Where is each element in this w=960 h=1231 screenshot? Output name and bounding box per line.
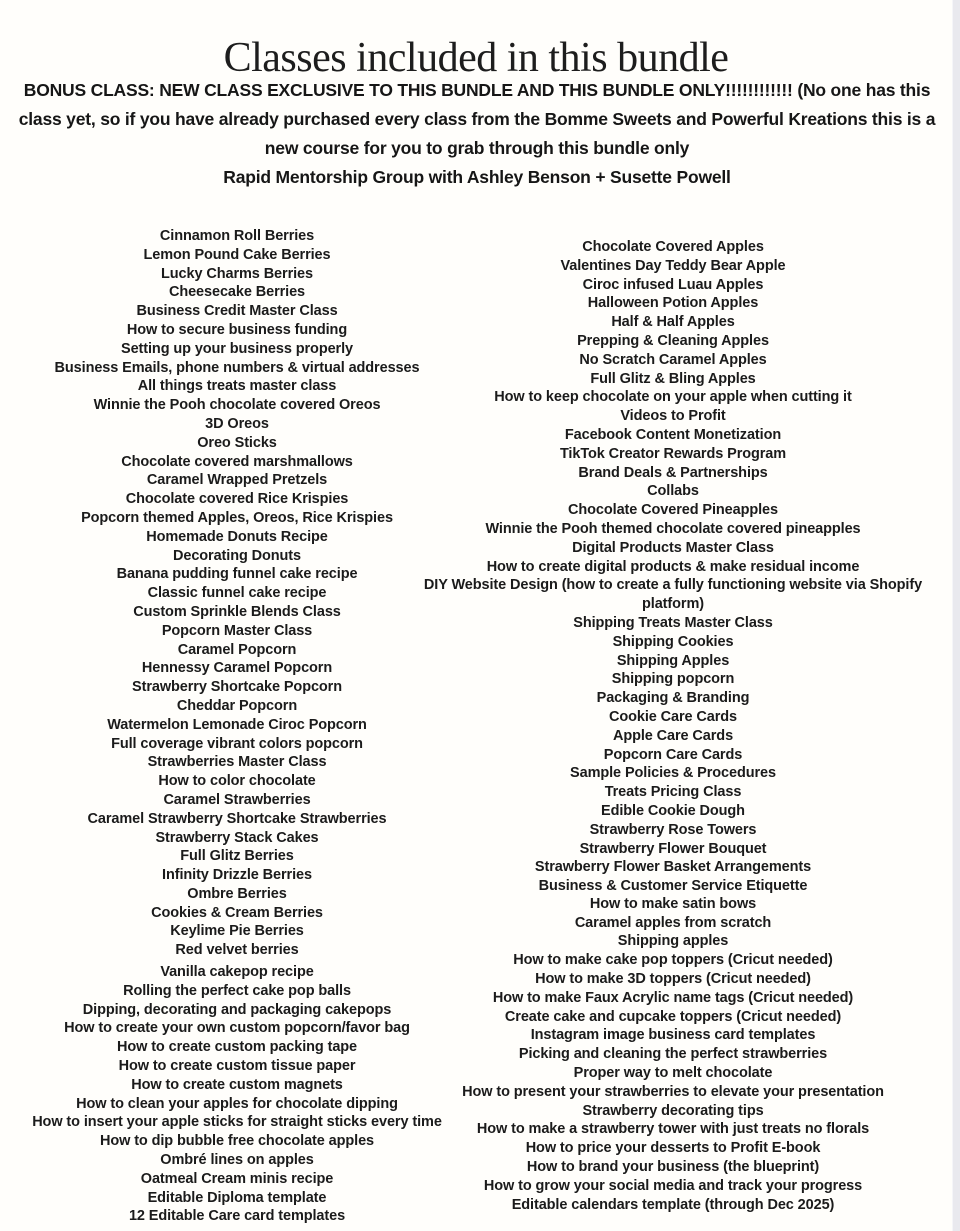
class-list-item: Oatmeal Cream minis recipe <box>140 1170 334 1187</box>
class-list-item: Strawberry Rose Towers <box>589 821 757 838</box>
class-list-item: Packaging & Branding <box>596 690 750 707</box>
class-list-item: Sample Policies & Procedures <box>570 765 776 782</box>
right-column-block-2 <box>412 895 934 1215</box>
class-list-item: Chocolate covered Rice Krispies <box>125 491 349 508</box>
class-list-item: Digital Products Master Class <box>572 539 774 556</box>
class-list-item: Treats Pricing Class <box>604 784 742 801</box>
class-list-item: Caramel apples from scratch <box>574 914 772 931</box>
class-list-item: How to make Faux Acrylic name tags (Cricut needed) <box>492 989 854 1006</box>
class-list-item: Cheddar Popcorn <box>176 697 298 714</box>
class-list-item: Editable calendars template (through Dec 2025) <box>511 1196 835 1213</box>
class-list-item: Rolling the perfect cake pop balls <box>123 982 351 999</box>
class-list-item: Winnie the Pooh themed chocolate covered pineapples <box>485 520 861 537</box>
class-list-item: How to clean your apples for chocolate dipping <box>76 1095 398 1112</box>
class-list-item: Classic funnel cake recipe <box>147 585 327 602</box>
class-list-item: How to keep chocolate on your apple when cutting it <box>494 389 852 406</box>
bonus-mentorship-line: Rapid Mentorship Group with Ashley Benson + Susette Powell <box>223 167 731 187</box>
class-list-right-column <box>412 238 934 1214</box>
class-list-item: Cinnamon Roll Berries <box>159 228 315 244</box>
class-list-item: How to insert your apple sticks for straight sticks every time <box>32 1114 442 1131</box>
class-list-item: Red velvet berries <box>175 942 299 959</box>
class-list-item: How to create your own custom popcorn/favor bag <box>64 1020 410 1037</box>
class-list-item: Caramel Wrapped Pretzels <box>146 472 328 489</box>
class-list-item: How to present your strawberries to elevate your presentation <box>462 1083 884 1100</box>
class-list-item: Business & Customer Service Etiquette <box>538 878 808 895</box>
class-list-item: Prepping & Cleaning Apples <box>577 332 769 349</box>
class-list-item: Hennessy Caramel Popcorn <box>141 660 333 677</box>
class-list-item: Cheesecake Berries <box>168 284 306 301</box>
class-list-item: Instagram image business card templates <box>530 1027 816 1044</box>
class-list-item: How to create digital products & make residual income <box>486 558 860 575</box>
class-list-item: Caramel Strawberry Shortcake Strawberries <box>87 810 387 827</box>
class-list-item: Oreo Sticks <box>197 434 277 451</box>
class-list-item: How to make 3D toppers (Cricut needed) <box>535 971 811 988</box>
class-list-item: Shipping Treats Master Class <box>573 614 773 631</box>
class-list-item: Popcorn Care Cards <box>603 746 743 763</box>
class-list-item: Custom Sprinkle Blends Class <box>133 603 341 620</box>
class-list-item: Chocolate Covered Apples <box>582 239 764 255</box>
left-column-block-2 <box>0 963 474 1226</box>
class-list-item: Watermelon Lemonade Ciroc Popcorn <box>107 716 367 733</box>
class-list-item: Valentines Day Teddy Bear Apple <box>560 257 786 274</box>
class-list-item: How to make satin bows <box>589 895 757 912</box>
class-list-item: Full Glitz & Bling Apples <box>590 370 756 387</box>
class-list-item: Videos to Profit <box>620 408 726 425</box>
class-list-item: Strawberries Master Class <box>147 754 327 771</box>
class-list-item: How to color chocolate <box>158 773 316 790</box>
class-list-item: Business Emails, phone numbers & virtual addresses <box>54 359 420 376</box>
class-list-item: Cookies & Cream Berries <box>151 904 323 921</box>
class-list-item: How to secure business funding <box>126 321 348 338</box>
class-list-item: Edible Cookie Dough <box>601 802 745 819</box>
class-list-item: Chocolate covered marshmallows <box>121 453 353 470</box>
class-list-item: How to create custom tissue paper <box>118 1058 356 1075</box>
class-list-item: TikTok Creator Rewards Program <box>559 445 787 462</box>
class-list-item: How to dip bubble free chocolate apples <box>99 1133 375 1150</box>
class-list-item: Caramel Strawberries <box>163 791 311 808</box>
class-list-item: Full coverage vibrant colors popcorn <box>111 735 363 752</box>
class-list-item: Popcorn themed Apples, Oreos, Rice Krispies <box>81 509 393 526</box>
class-list-item: Strawberry Shortcake Popcorn <box>132 679 342 696</box>
bonus-class-text: BONUS CLASS: NEW CLASS EXCLUSIVE TO THIS BUNDLE AND THIS BUNDLE ONLY!!!!!!!!!!!! (No one has this class yet, so if you have already purchased every class from the Bomme Sweets and Powerful Kreations this is a new course for you to grab through this bundle only <box>18 80 936 158</box>
class-list-item: Strawberry Flower Bouquet <box>579 840 767 857</box>
class-list-item: Setting up your business properly <box>121 340 353 357</box>
class-list-item: Caramel Popcorn <box>177 641 297 658</box>
class-list-item: All things treats master class <box>137 378 337 395</box>
class-list-item: Proper way to melt chocolate <box>573 1065 773 1082</box>
class-list-item: Strawberry Flower Basket Arrangements <box>534 859 812 876</box>
class-list-item: Lucky Charms Berries <box>161 265 313 282</box>
class-list-item: Ciroc infused Luau Apples <box>582 276 764 293</box>
class-list-item: Ombré lines on apples <box>160 1152 314 1169</box>
class-list-item: Homemade Donuts Recipe <box>146 528 328 545</box>
class-list-item: How to make a strawberry tower with just treats no florals <box>476 1121 870 1138</box>
class-list-item: How to make cake pop toppers (Cricut needed) <box>513 952 833 969</box>
left-column-block-1 <box>0 227 474 960</box>
class-list-item: 12 Editable Care card templates <box>128 1208 346 1225</box>
class-list-item: Create cake and cupcake toppers (Cricut needed) <box>504 1008 842 1025</box>
class-list-item: How to brand your business (the blueprint) <box>526 1159 820 1176</box>
class-list-item: Shipping apples <box>617 933 729 950</box>
class-list-item: Half & Half Apples <box>611 314 735 331</box>
class-list-item: Banana pudding funnel cake recipe <box>116 566 358 583</box>
class-list-item: Chocolate Covered Pineapples <box>568 502 778 519</box>
class-list-item: Facebook Content Monetization <box>564 426 782 443</box>
class-list-item: Shipping popcorn <box>611 671 735 688</box>
page-title: Classes included in this bundle <box>223 35 729 82</box>
class-list-item: Winnie the Pooh chocolate covered Oreos <box>93 397 381 414</box>
class-list-item: Strawberry Stack Cakes <box>155 829 319 846</box>
class-list-item: Ombre Berries <box>187 885 287 902</box>
class-list-item: Shipping Apples <box>616 652 730 669</box>
class-list-item: How to grow your social media and track your progress <box>483 1177 863 1194</box>
class-list-item: Keylime Pie Berries <box>170 923 304 940</box>
class-list-item: No Scratch Caramel Apples <box>579 351 767 368</box>
class-list-item: DIY Website Design (how to create a fully functioning website via Shopify platform) <box>423 577 923 613</box>
right-edge-strip <box>952 0 960 1231</box>
class-list-item: How to create custom magnets <box>131 1076 343 1093</box>
bonus-class-paragraph <box>5 76 949 192</box>
class-list-item: Full Glitz Berries <box>180 848 294 865</box>
class-list-item: Halloween Potion Apples <box>587 295 759 312</box>
class-list-item: Brand Deals & Partnerships <box>578 464 768 481</box>
class-list-item: Business Credit Master Class <box>136 303 338 320</box>
class-list-item: Lemon Pound Cake Berries <box>143 246 331 263</box>
class-list-item: Shipping Cookies <box>612 633 734 650</box>
class-list-item: Vanilla cakepop recipe <box>160 964 314 981</box>
class-list-item: 3D Oreos <box>205 415 269 432</box>
class-list-item: How to price your desserts to Profit E-book <box>525 1140 821 1157</box>
class-list-item: Collabs <box>647 483 699 500</box>
right-column-block-1 <box>412 238 934 896</box>
class-list-item: Infinity Drizzle Berries <box>162 867 312 884</box>
class-list-item: Cookie Care Cards <box>608 708 738 725</box>
class-list-item: Popcorn Master Class <box>161 622 313 639</box>
class-list-item: Decorating Donuts <box>172 547 301 564</box>
class-list-item: Strawberry decorating tips <box>582 1102 764 1119</box>
class-list-item: How to create custom packing tape <box>116 1039 358 1056</box>
class-list-item: Picking and cleaning the perfect strawberries <box>518 1046 828 1063</box>
class-list-left-column <box>0 227 474 1226</box>
class-list-item: Apple Care Cards <box>612 727 734 744</box>
class-list-item: Editable Diploma template <box>147 1189 327 1206</box>
class-list-item: Dipping, decorating and packaging cakepops <box>82 1001 392 1018</box>
